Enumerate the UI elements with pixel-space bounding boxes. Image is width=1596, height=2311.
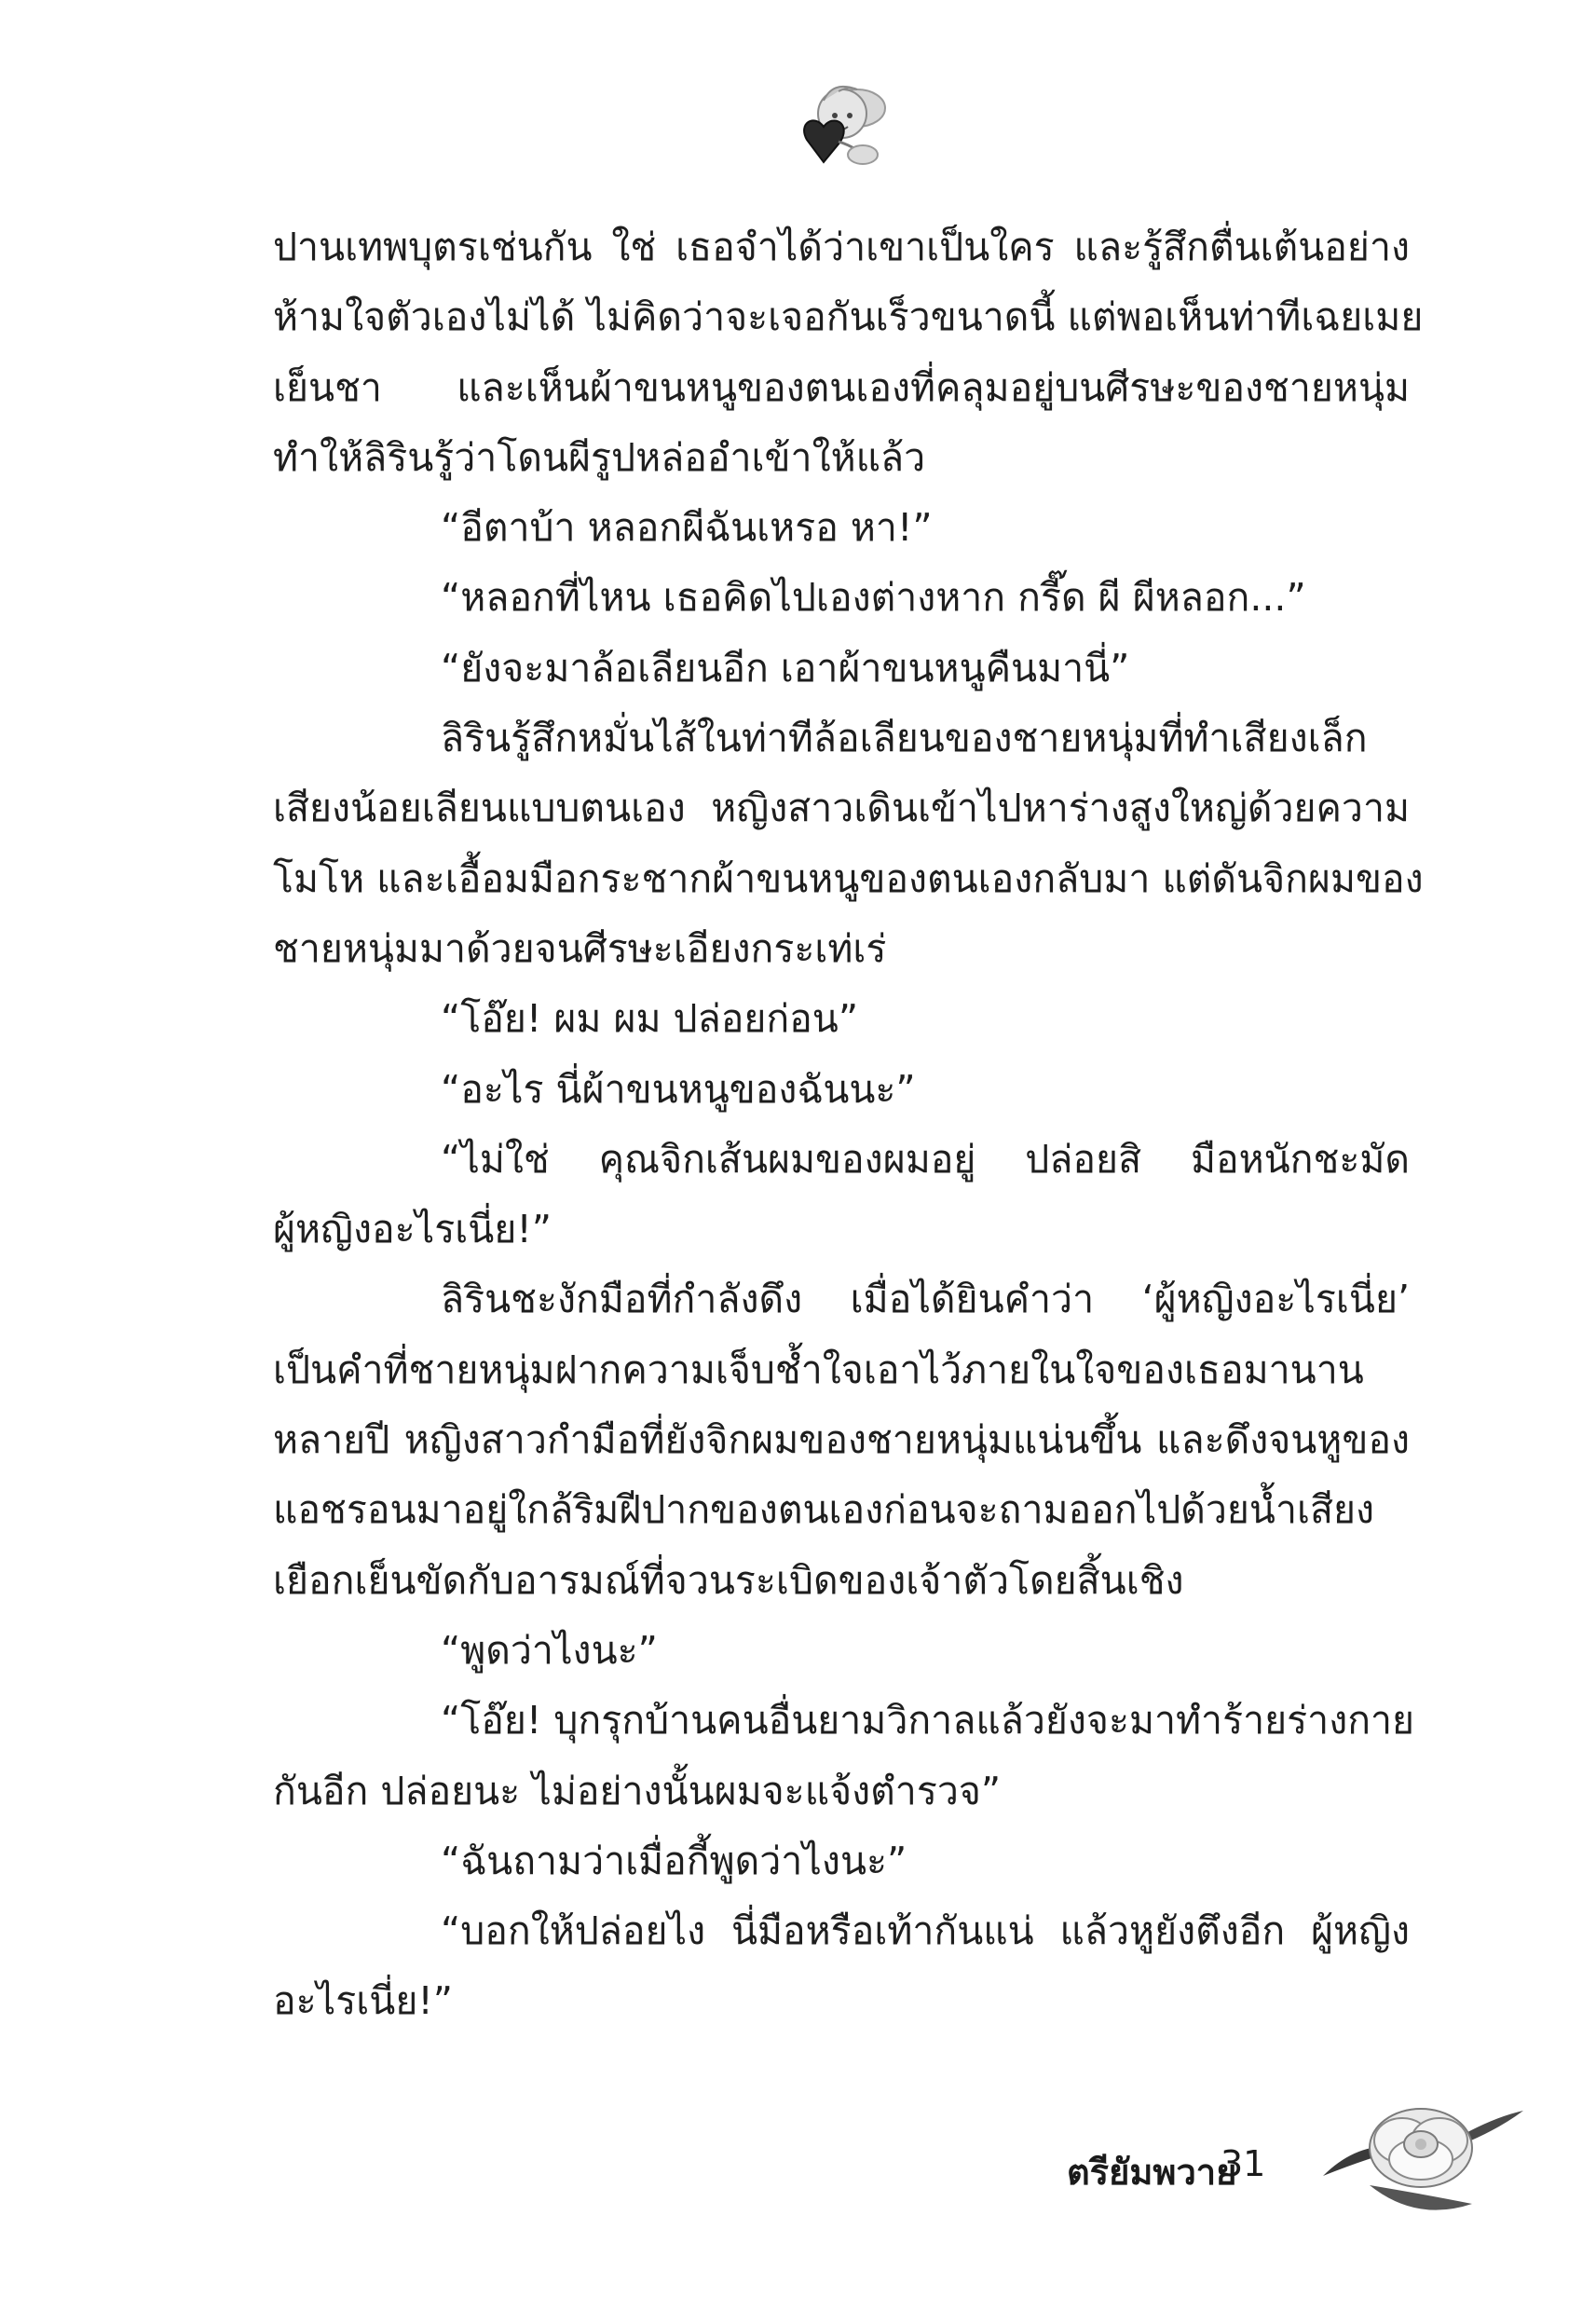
text-line: “ฉันถามว่าเมื่อกี้พูดว่าไงนะ”	[441, 1838, 907, 1883]
story-text	[273, 212, 1424, 2037]
text-line: โมโห และเอื้อมมือกระชากผ้าขนหนูของตนเองกลับมา แต่ดันจิกผมของ	[273, 855, 1424, 901]
text-line: ปานเทพบุตรเช่นกัน ใช่ เธอจำได้ว่าเขาเป็นใคร และรู้สึกตื่นเต้นอย่าง	[273, 225, 1410, 269]
text-line: เป็นคำที่ชายหนุ่มฝากความเจ็บช้ำใจเอาไว้ภายในใจของเธอมานาน	[273, 1347, 1364, 1392]
text-line: “พูดว่าไงนะ”	[441, 1627, 658, 1673]
text-line: “หลอกที่ไหน เธอคิดไปเองต่างหาก กรี๊ด ผี ผีหลอก...”	[441, 575, 1306, 621]
gardenia-flower-icon	[1314, 2083, 1528, 2222]
text-line: ผู้หญิงอะไรเนี่ย!”	[273, 1207, 552, 1252]
text-line: “บอกให้ปล่อยไง นี่มือหรือเท้ากันแน่ แล้วหูยังตึงอีก ผู้หญิง	[441, 1908, 1410, 1954]
text-line: “ไม่ใช่ คุณจิกเส้นผมของผมอยู่ ปล่อยสิ มือหนักชะมัด	[441, 1136, 1410, 1182]
cupid-heart-icon	[783, 73, 894, 175]
text-line: กันอีก ปล่อยนะ ไม่อย่างนั้นผมจะแจ้งตำรวจ”	[273, 1768, 1002, 1813]
text-line: “อะไร นี่ผ้าขนหนูของฉันนะ”	[441, 1066, 916, 1112]
book-title: ตรียัมพวาย	[1067, 2152, 1237, 2193]
text-line: เยือกเย็นขัดกับอารมณ์ที่จวนระเบิดของเจ้าตัวโดยสิ้นเชิง	[273, 1557, 1184, 1603]
text-line: ห้ามใจตัวเองไม่ได้ ไม่คิดว่าจะเจอกันเร็วขนาดนี้ แต่พอเห็นท่าทีเฉยเมย	[273, 294, 1424, 340]
text-line: ลิรินรู้สึกหมั่นไส้ในท่าทีล้อเลียนของชายหนุ่มที่ทำเสียงเล็ก	[441, 716, 1368, 761]
text-line: “ยังจะมาล้อเลียนอีก เอาผ้าขนหนูคืนมานี่”	[441, 645, 1130, 691]
text-line: อะไรเนี่ย!”	[273, 1978, 454, 2024]
page-number: 31	[1221, 2143, 1266, 2184]
text-line: หลายปี หญิงสาวกำมือที่ยังจิกผมของชายหนุ่มแน่นขึ้น และดึงจนหูของ	[273, 1417, 1410, 1463]
text-line: ชายหนุ่มมาด้วยจนศีรษะเอียงกระเท่เร่	[273, 925, 887, 971]
text-line: ทำให้ลิรินรู้ว่าโดนผีรูปหล่ออำเข้าให้แล้ว	[273, 434, 926, 480]
text-line: เสียงน้อยเลียนแบบตนเอง หญิงสาวเดินเข้าไปหาร่างสูงใหญ่ด้วยความ	[273, 786, 1410, 831]
text-line: แอชรอนมาอยู่ใกล้ริมฝีปากของตนเองก่อนจะถามออกไปด้วยน้ำเสียง	[273, 1487, 1375, 1533]
text-line: “โอ๊ย! ผม ผม ปล่อยก่อน”	[441, 996, 859, 1042]
text-line: ลิรินชะงักมือที่กำลังดึง เมื่อได้ยินคำว่า ‘ผู้หญิงอะไรเนี่ย’	[441, 1277, 1410, 1322]
text-line: เย็นชา และเห็นผ้าขนหนูของตนเองที่คลุมอยู่บนศีรษะของชายหนุ่ม	[273, 364, 1410, 410]
text-line: “อีตาบ้า หลอกผีฉันเหรอ หา!”	[441, 505, 933, 551]
text-line: “โอ๊ย! บุกรุกบ้านคนอื่นยามวิกาลแล้วยังจะมาทำร้ายร่างกาย	[441, 1698, 1415, 1744]
